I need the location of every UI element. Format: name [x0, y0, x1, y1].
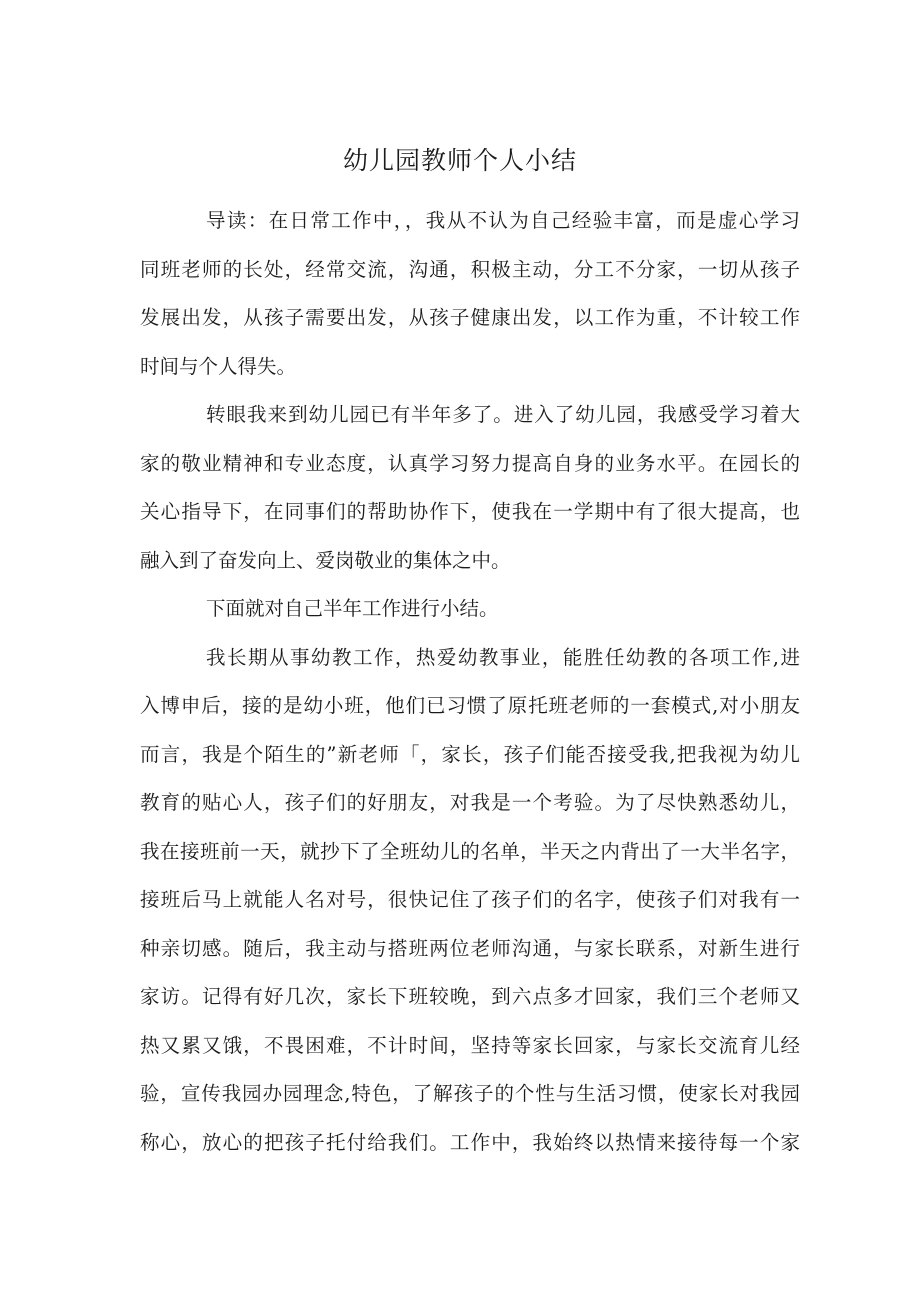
paragraph-2-line-4: 融入到了奋发向上、爱岗敬业的集体之中。 [140, 548, 511, 572]
paragraph-4-line-10: 验，宣传我园办园理念,特色，了解孩子的个性与生活习惯，使家长对我园 [140, 1082, 800, 1105]
paragraph-2-line-2: 家的敬业精神和专业态度，认真学习努力提高自身的业务水平。在园长的 [140, 451, 800, 475]
page-title: 幼儿园教师个人小结 [342, 146, 577, 175]
paragraph-4-line-6: 接班后马上就能人名对号，很快记住了孩子们的名字，使孩子们对我有一 [140, 888, 800, 911]
paragraph-4-line-7: 种亲切感。随后，我主动与搭班两位老师沟通，与家长联系，对新生进行 [140, 936, 800, 960]
paragraph-1-line-3: 发展出发，从孩子需要出发，从孩子健康出发，以工作为重，不计较工作 [140, 306, 800, 329]
paragraph-4-line-5: 我在接班前一天，就抄下了全班幼儿的名单，半天之内背出了一大半名字， [140, 839, 800, 863]
paragraph-1-line-4: 时间与个人得失。 [140, 354, 297, 378]
document-body [140, 197, 800, 1167]
paragraph-4-line-1: 我长期从事幼教工作，热爱幼教事业，能胜任幼教的各项工作,进 [206, 645, 800, 669]
paragraph-4-line-4: 教育的贴心人，孩子们的好朋友，对我是一个考验。为了尽快熟悉幼儿， [140, 791, 800, 814]
paragraph-4-line-9: 热又累又饿，不畏困难，不计时间，坚持等家长回家，与家长交流育儿经 [140, 1033, 800, 1057]
paragraph-1-line-1: 导读：在日常工作中，，我从不认为自己经验丰富，而是虚心学习 [206, 209, 800, 232]
paragraph-2-line-3: 关心指导下，在同事们的帮助协作下，使我在一学期中有了很大提高，也 [140, 500, 800, 523]
paragraph-4-line-8: 家访。记得有好几次，家长下班较晚，到六点多才回家，我们三个老师又 [140, 985, 800, 1008]
paragraph-3-line-1: 下面就对自己半年工作进行小结。 [206, 597, 499, 620]
paragraph-1-line-2: 同班老师的长处，经常交流，沟通，积极主动，分工不分家，一切从孩子 [140, 257, 800, 281]
paragraph-4-line-3: 而言，我是个陌生的”新老师「，家长，孩子们能否接受我,把我视为幼儿 [140, 742, 800, 766]
paragraph-2-line-1: 转眼我来到幼儿园已有半年多了。进入了幼儿园，我感受学习着大 [206, 403, 800, 426]
paragraph-4-line-11: 称心，放心的把孩子托付给我们。工作中，我始终以热情来接待每一个家 [140, 1130, 800, 1154]
paragraph-4-line-2: 入博申后，接的是幼小班，他们已习惯了原托班老师的一套模式,对小朋友 [140, 694, 800, 717]
